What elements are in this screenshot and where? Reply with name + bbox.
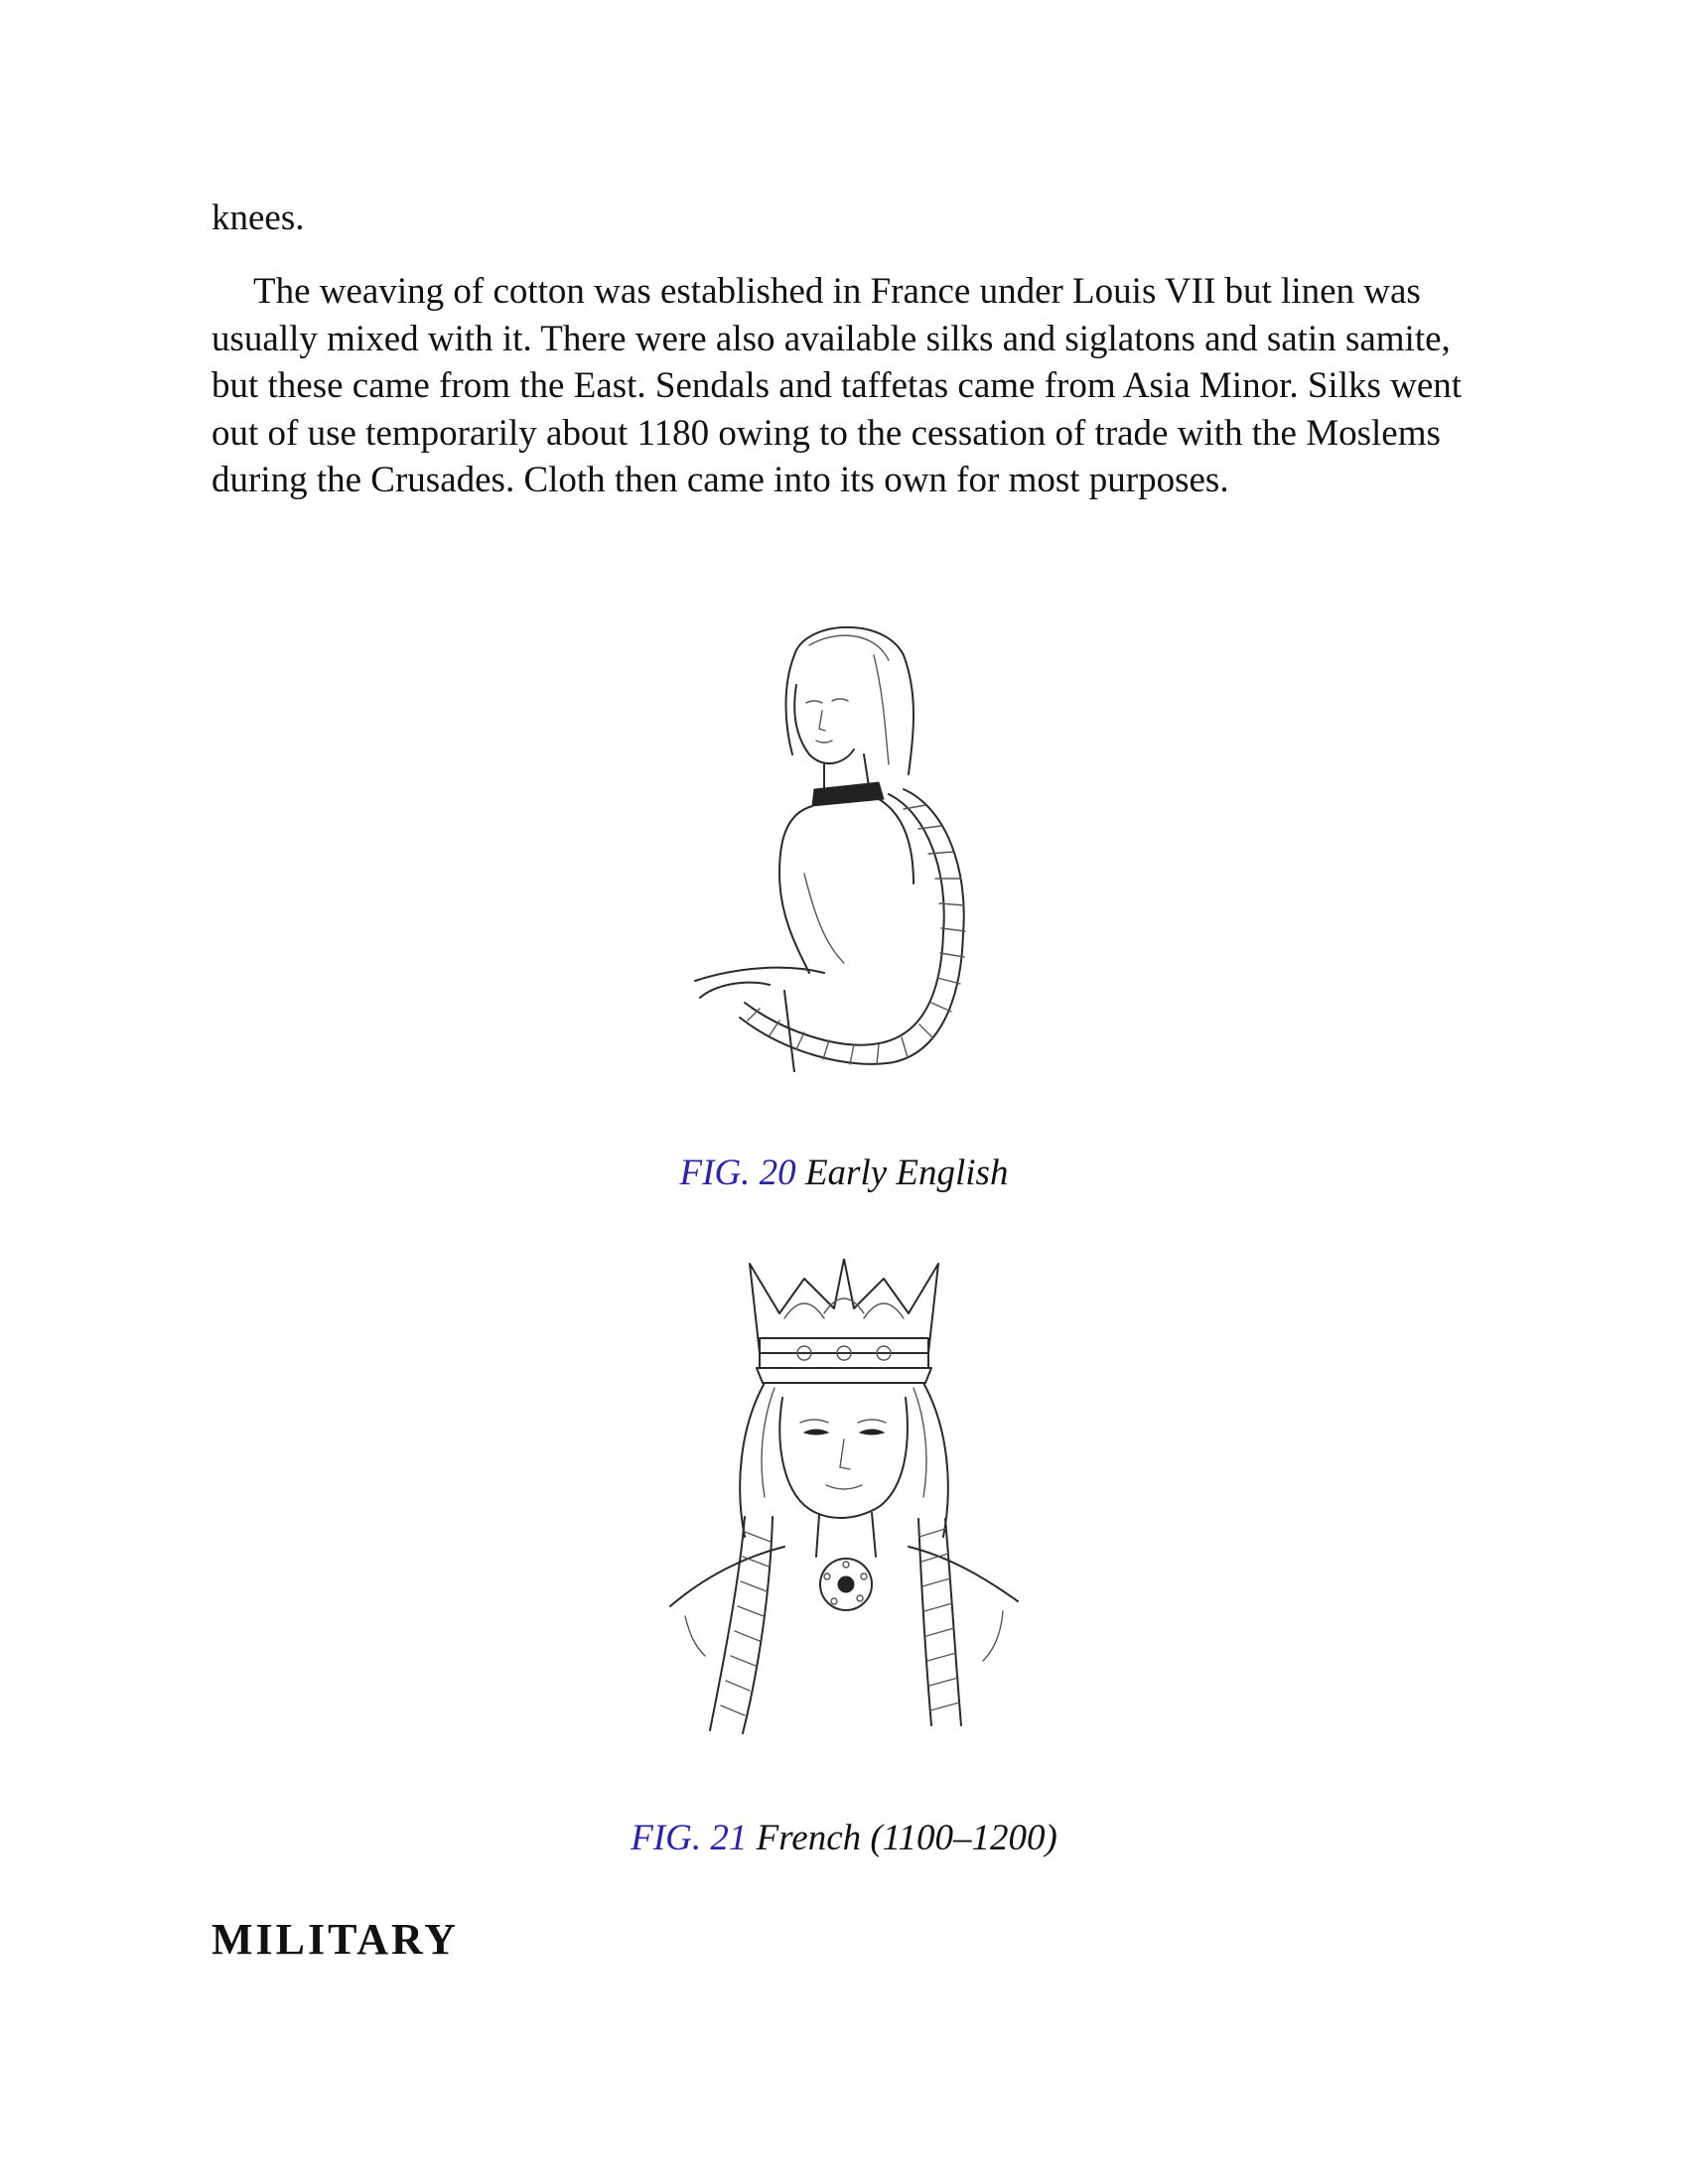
figure-link[interactable]: FIG. 21 [631,1818,748,1858]
figure-link[interactable]: FIG. 20 [679,1153,796,1193]
figure-caption [0,1817,1688,1859]
figure-caption [0,1152,1688,1194]
woman-with-long-braid-icon [675,615,1013,1072]
crowned-woman-with-braids-icon [665,1259,1023,1735]
caption-text: Early English [804,1153,1009,1193]
body-paragraph [211,268,1502,504]
continued-text: knees. [211,198,305,238]
paragraph-text: The weaving of cotton was established in France under Louis VII but linen was usually mixed with it. There were also available silks and siglatons and satin samite, but these came from the East. Sendals and taffetas came from Asia Minor. Silks went out of use temporarily about 1180 owing to the cessation of trade with the Moslems during the Crusades. Cloth then came into its own for most purposes. [211,271,1463,500]
section-heading: MILITARY [211,1915,459,1964]
caption-text: French (1100–1200) [756,1818,1057,1858]
